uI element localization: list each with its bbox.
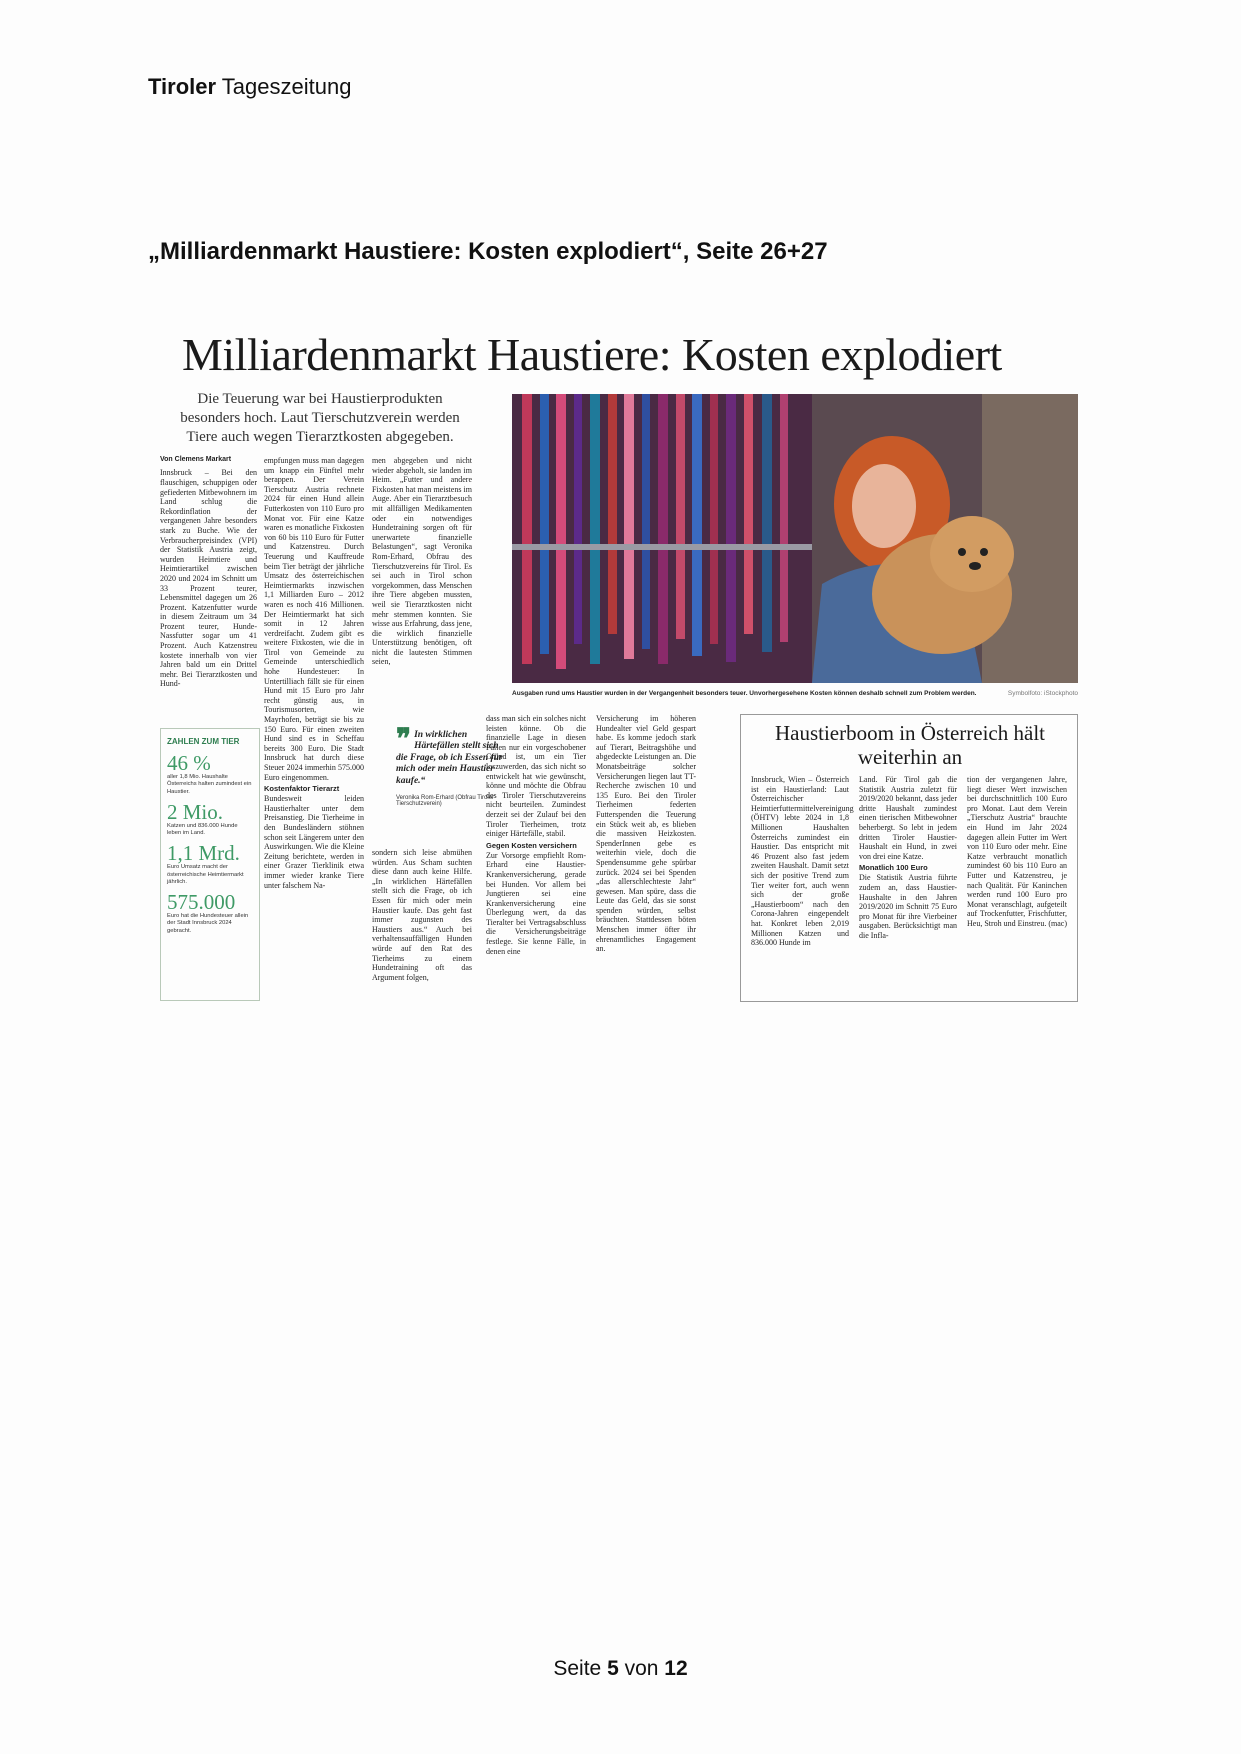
publication-name — [148, 74, 351, 100]
column-2 — [264, 456, 364, 890]
facts-heading: ZAHLEN ZUM TIER — [167, 737, 240, 746]
column-3-text-b: sondern sich leise abmühen würden. Aus Scham suchten diese dann auch keine Hilfe. „In wirklichen Härtefällen stellt sich die Frage, ob ich Essen für mich oder mein Haustier kaufe. Das geht fast immer zugunsten des Haustiers aus.“ Auch bei verhaltensauffälligen Hunden würde auf den Rat des Tierheims zu einem Hundetraining oft das Argument folgen, — [372, 848, 472, 982]
sidebar-column-3 — [967, 775, 1067, 929]
footer-middle: von — [618, 1657, 665, 1680]
quote-mark-icon: ❞ — [396, 724, 412, 755]
fact-value: 1,1 Mrd. — [167, 841, 240, 866]
quote-author: Veronika Rom-Erhard (Obfrau Tiroler Tierschutzverein) — [396, 794, 495, 807]
publication-name-rest: Tageszeitung — [216, 74, 352, 99]
column-5 — [596, 714, 696, 954]
fact-value: 2 Mio. — [167, 799, 224, 824]
column-5-text: Versicherung im höheren Hundealter viel Geld gespart habe. Es komme jedoch stark auf Tierart, Beitragshöhe und abgedeckte Leistungen an. Die Monatsbeiträge solcher Versicherungen liegen laut TT-Recherche zwischen 10 und 135 Euro. Bei den Tiroler Tierheimen federten Futterspenden die Teuerung ein Stück weit ab, es blieben die massiven Heizkosten. SpenderInnen gebe es weiterhin viele, doch die Spendensumme gehe spürbar zurück. 2024 sei bei Spenden „das allerschlechteste Jahr“ gewesen. Man spüre, dass die Leute das Geld, das sie sonst spenden würden, selbst bräuchten. Stattdessen böten Menschen immer öfter ihr ehrenamtliches Engagement an. — [596, 714, 696, 954]
sidebar-article — [740, 714, 1078, 1002]
column-4-text-b: Zur Vorsorge empfiehlt Rom-Erhard eine Haustier-Krankenversicherung, gerade bei Hunden. Vor allem bei Jungtieren sei eine Krankenversicherung eine Überlegung wert, da das Tieralter bei Vertragsabschluss die Versicherungsbeiträge festlege. Sie kenne Fälle, in denen eine — [486, 850, 586, 956]
column-1-text: Innsbruck – Bei den flauschigen, schuppigen oder gefiederten Mitbewohnern im Land schlug die Rekordinflation der vergangenen Jahre besonders stark zu Buche. Wie der Verbraucherpreisindex (VPI) der Statistik Austria zeigt, wurden Heimtiere und Heimtierartikel zwischen 2020 und 2024 im Schnitt um 33 Prozent teurer, Lebensmittel dagegen um 26 Prozent. Katzenfutter wurde in diesem Zeitraum um 34 Prozent teurer, Hunde-Nassfutter sogar um 41 Prozent. Auch Katzenstreu kostete innerhalb von vier Jahren bald um ein Drittel mehr. Bei Tierarztkosten und Hund- — [160, 468, 257, 689]
fact-value: 575.000 — [167, 890, 236, 915]
byline: Von Clemens Markart — [160, 456, 232, 463]
sidebar-column-3-text: tion der vergangenen Jahre, liegt dieser Wert inzwischen bei durchschnittlich 100 Euro pro Monat. Laut dem Verein „Tierschutz Austria“ brauchte ein Hund im Jahr 2024 dagegen allein Futter im Wert von 110 Euro oder mehr. Eine Katze verbraucht monatlich zumindest 60 bis 110 Euro an Futter und Katzenstreu, je nach Qualität. Für Kaninchen werden rund 100 Euro pro Monat veranschlagt, aufgeteilt auf Trockenfutter, Frischfutter, Heu, Stroh und Einstreu. (mac) — [967, 775, 1067, 928]
fact-item — [167, 891, 253, 935]
fact-desc: Euro hat die Hundesteuer allein der Stadt Innsbruck 2024 gebracht. — [167, 913, 249, 934]
article-heading: „Milliardenmarkt Haustiere: Kosten explodiert“, Seite 26+27 — [148, 238, 828, 265]
article-photo — [512, 394, 1078, 683]
sidebar-article-title: Haustierboom in Österreich hält weiterhin an — [774, 721, 1045, 770]
current-page-number: 5 — [607, 1657, 619, 1680]
sidebar-column-2-text-b: Die Statistik Austria führte zudem an, dass Haustier-Haushalte in den Jahren 2019/2020 im Schnitt 75 Euro pro Monat für ihre Vierbeiner ausgaben. Berücksichtigt man die Infla- — [859, 873, 957, 940]
column-3 — [372, 456, 472, 667]
sidebar-column-1-text: Innsbruck, Wien – Österreich ist ein Haustierland: Laut Österreichischer Heimtierfuttermittelvereinigung (ÖHTV) lebte 2024 in 1,8 Millionen Haushalten Österreichs zumindest ein Haustier. Das entspricht mit 46 Prozent also fast jedem zweiten Haushalt. Damit setzt sich der positive Trend zum Tier weiter fort, auch wenn sich der große „Haustierboom“ nach den Corona-Jahren eingependelt hat. Konkret leben 2,019 Millionen Katzen und 836.000 Hunde im — [751, 775, 854, 948]
photo-caption-text: Ausgaben rund ums Haustier wurden in der Vergangenheit besonders teuer. Unvorhergesehene Kosten können deshalb schnell zum Problem werden. — [512, 690, 977, 697]
clipping-title: Milliardenmarkt Haustiere: Kosten explodiert — [182, 329, 1002, 380]
fact-desc: Euro Umsatz macht der österreichische Heimtiermarkt jährlich. — [167, 864, 244, 885]
fact-item — [167, 752, 253, 796]
page-footer — [0, 1657, 1241, 1681]
clipping-lead: Die Teuerung war bei Haustierprodukten besonders hoch. Laut Tierschutzverein werden Tiere auch wegen Tierarztkosten abgegeben. — [180, 391, 460, 446]
column-1 — [160, 456, 257, 689]
fact-desc: aller 1,8 Mio. Haushalte Österreichs halten zumindest ein Haustier. — [167, 774, 252, 795]
subheading-versichern: Gegen Kosten versichern — [486, 840, 577, 850]
facts-box — [160, 728, 260, 1001]
column-3-text: men abgegeben und nicht wieder abgeholt, sie landen im Heim. „Futter und andere Fixkosten hat man meistens im Auge. Aber ein Tierarztbesuch mit allfälligen Medikamenten oder ein notwendiges Hundetraining sorgen oft für unerwartete finanzielle Belastungen“, sagt Veronika Rom-Erhard, Obfrau des Tierschutzvereins für Tirol. Es sei auch in Tirol schon vorgekommen, dass Menschen ihre Tiere abgeben mussten, weil sie Tierarztkosten nicht mehr stemmen konnten. Sie wisse aus Erfahrung, dass jene, die wirklich finanzielle Unterstützung benötigen, oft nicht die lautesten Stimmen seien, — [372, 456, 472, 667]
column-2-text-b: Bundesweit leiden Haustierhalter unter dem Preisanstieg. Die Tierheime in den Bundesländern stöhnen schon seit Längerem unter den Auswirkungen. Wie die Kleine Zeitung berichtete, werden in einer Grazer Tierklinik etwa immer wieder kranke Tiere unter falschem Na- — [264, 794, 364, 890]
newspaper-clipping — [160, 328, 1078, 1004]
photo-caption — [512, 690, 1078, 697]
fact-desc: Katzen und 836.000 Hunde leben im Land. — [167, 822, 238, 837]
column-3-lower — [372, 848, 472, 982]
quote-text: In wirklichen Härtefällen stellt sich die Frage, ob ich Essen für mich oder mein Haustier kaufe.“ — [396, 730, 503, 786]
sidebar-column-2 — [859, 775, 957, 941]
column-4 — [486, 714, 586, 956]
sidebar-column-1 — [751, 775, 854, 948]
sidebar-column-2-text: Land. Für Tirol gab die Statistik Austria zuletzt für 2019/2020 bekannt, dass jeder dritte Haushalt zumindest einen tierischen Mitbewohner beherbergt. So lebt in jedem dritten Tiroler Haustier-Haushalt ein Hund, in zwei von drei eine Katze. — [859, 775, 957, 861]
fact-item — [167, 842, 253, 886]
fact-item — [167, 801, 253, 838]
column-2-text: empfungen muss man dagegen um knapp ein Fünftel mehr berappen. Der Verein Tierschutz Austria rechnete 2024 für einen Hund allein Futterkosten von 110 Euro pro Monat vor. Für eine Katze waren es monatliche Fixkosten von 60 bis 110 Euro für Futter und Katzenstreu. Durch Teuerung und Kauffreude beim Tier beträgt der jährliche Umsatz des österreichischen Heimtiermarkts inzwischen 1,1 Milliarden Euro – 2012 waren es noch 416 Millionen. Der Heimtiermarkt hat sich somit in 12 Jahren verdreifacht. Zudem gibt es weitere Fixkosten, wie die in Tirol von Gemeinde zu Gemeinde unterschiedlich hohe Hundesteuer: In Untertilliach fällt sie für einen Hund mit 15 Euro pro Jahr recht günstig aus, in Tourismusorten, wie Mayrhofen, beträgt sie bis zu 150 Euro. Für einen zweiten Hund sind es in Scheffau bereits 300 Euro. Die Stadt Innsbruck hat durch diese Steuer 2024 immerhin 575.000 Euro eingenommen. — [264, 456, 364, 782]
footer-prefix: Seite — [553, 1657, 608, 1680]
total-page-count: 12 — [664, 1657, 688, 1680]
subheading-kostenfaktor: Kostenfaktor Tierarzt — [264, 784, 340, 794]
fact-value: 46 % — [167, 751, 211, 775]
publication-name-bold: Tiroler — [148, 74, 217, 99]
column-4-text: dass man sich ein solches nicht leisten könne. Ob die finanzielle Lage in diesen Fällen nur ein vorgeschobener Grund ist, um ein Tier loszuwerden, das sich nicht so entwickelt hat wie gewünscht, könne und möchte die Obfrau des Tiroler Tierschutzvereins nicht beurteilen. Zumindest derzeit sei der Zulauf bei den Tiroler Tierheimen, trotz einiger Härtefälle, stabil. — [486, 714, 586, 839]
subheading-monatlich: Monatlich 100 Euro — [859, 863, 928, 873]
photo-credit: Symbolfoto: iStockphoto — [1007, 690, 1078, 697]
